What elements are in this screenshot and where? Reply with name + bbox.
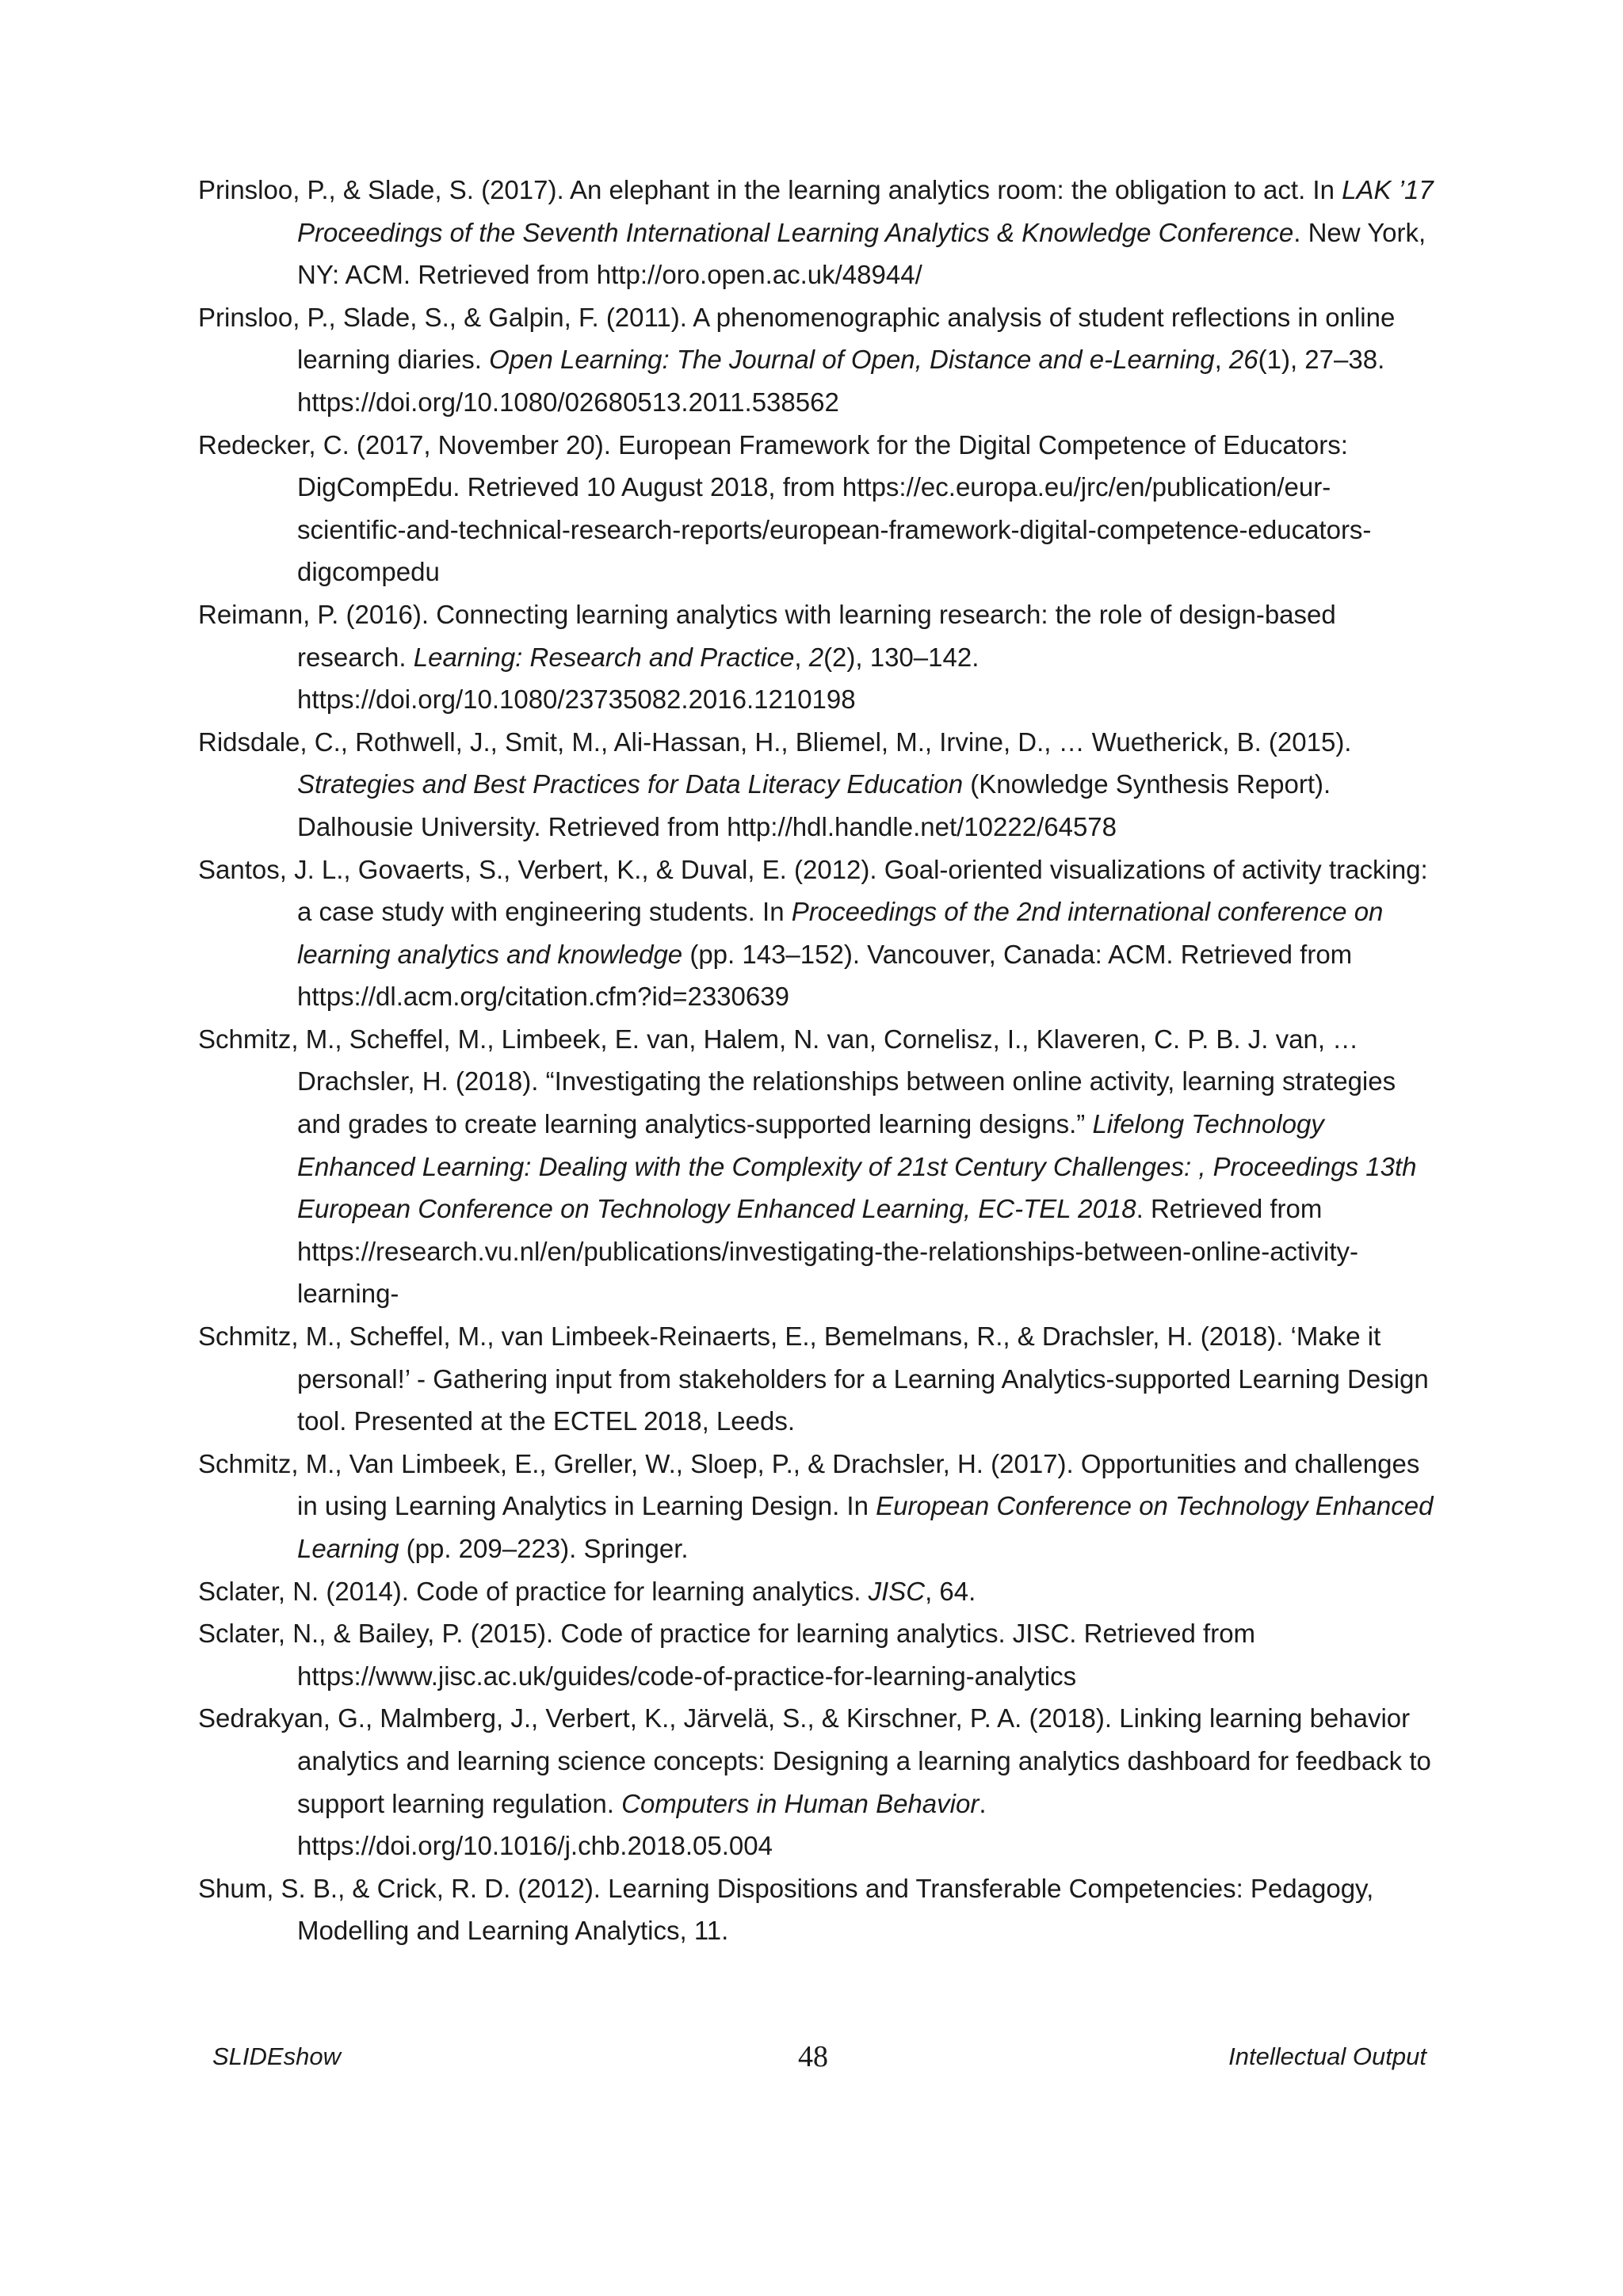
- reference-text: Reimann, P. (2016). Connecting learning analytics with learning research: the role of design-based research.: [198, 599, 1336, 672]
- reference-text: Schmitz, M., Scheffel, M., van Limbeek-Reinaerts, E., Bemelmans, R., & Drachsler, H. (2018). ‘Make it personal!’ - Gathering input from stakeholders for a Learning Analytics-supported Learning Design tool. Presented at the ECTEL 2018, Leeds.: [198, 1322, 1429, 1436]
- reference-entry: [198, 1867, 1434, 1952]
- reference-text: . https://doi.org/10.1016/j.chb.2018.05.004: [297, 1788, 987, 1861]
- reference-italic-text: European Conference on Technology Enhanced Learning: [297, 1491, 1434, 1563]
- reference-text: Sedrakyan, G., Malmberg, J., Verbert, K., Järvelä, S., & Kirschner, P. A. (2018). Linking learning behavior analytics and learning science concepts: Designing a learning analytics dashboard for feedback to support learning regulation.: [198, 1703, 1431, 1818]
- reference-entry: [198, 169, 1434, 296]
- reference-italic-text: 26: [1228, 345, 1258, 375]
- reference-entry: [198, 1570, 1434, 1613]
- reference-text: Prinsloo, P., & Slade, S. (2017). An elephant in the learning analytics room: the obligation to act. In: [198, 175, 1342, 204]
- reference-italic-text: Lifelong Technology Enhanced Learning: Dealing with the Complexity of 21st Century Challenges: , Proceedings 13th European Conference on Technology Enhanced Learning, EC-TEL 2018: [297, 1109, 1417, 1224]
- reference-italic-text: Computers in Human Behavior: [621, 1788, 980, 1818]
- footer-output-label: Intellectual Output: [1228, 2042, 1426, 2070]
- reference-italic-text: Strategies and Best Practices for Data Literacy Education: [297, 769, 964, 799]
- reference-entry: [198, 849, 1434, 1018]
- reference-text: Sclater, N. (2014). Code of practice for learning analytics.: [198, 1576, 869, 1606]
- reference-text: (1), 27–38. https://doi.org/10.1080/02680513.2011.538562: [297, 345, 1385, 417]
- reference-list: [198, 169, 1434, 1952]
- page-number: 48: [798, 2040, 828, 2073]
- reference-text: (Knowledge Synthesis Report). Dalhousie University. Retrieved from http://hdl.handle.net/10222/64578: [297, 769, 1331, 841]
- reference-text: (pp. 143–152). Vancouver, Canada: ACM. Retrieved from https://dl.acm.org/citation.cfm?id=2330639: [297, 939, 1353, 1012]
- reference-text: . New York, NY: ACM. Retrieved from http://oro.open.ac.uk/48944/: [297, 217, 1426, 290]
- reference-text: Santos, J. L., Govaerts, S., Verbert, K., & Duval, E. (2012). Goal-oriented visualizations of activity tracking: a case study with engineering students. In: [198, 854, 1428, 927]
- reference-italic-text: 2: [808, 642, 824, 672]
- reference-text: (2), 130–142. https://doi.org/10.1080/23735082.2016.1210198: [297, 642, 980, 715]
- page-footer: [0, 2039, 1623, 2077]
- reference-text: Ridsdale, C., Rothwell, J., Smit, M., Ali-Hassan, H., Bliemel, M., Irvine, D., … Wuetherick, B. (2015).: [198, 727, 1352, 757]
- reference-text: Sclater, N., & Bailey, P. (2015). Code of practice for learning analytics. JISC. Retrieved from https://www.jisc.ac.uk/guides/code-of-practice-for-learning-analytics: [198, 1619, 1256, 1691]
- reference-entry: [198, 1443, 1434, 1570]
- reference-entry: [198, 1315, 1434, 1443]
- reference-text: ,: [794, 642, 809, 672]
- reference-entry: [198, 721, 1434, 849]
- footer-project-name: SLIDEshow: [212, 2042, 341, 2070]
- reference-text: , 64.: [925, 1576, 976, 1606]
- reference-italic-text: LAK ’17 Proceedings of the Seventh International Learning Analytics & Knowledge Conference: [297, 175, 1434, 247]
- reference-text: (pp. 209–223). Springer.: [399, 1534, 689, 1563]
- reference-entry: [198, 1697, 1434, 1867]
- reference-entry: [198, 593, 1434, 721]
- reference-text: Redecker, C. (2017, November 20). European Framework for the Digital Competence of Educators: DigCompEdu. Retrieved 10 August 2018, from https://ec.europa.eu/jrc/en/publication/eur-scientific-and-technical-research-reports/european-framework-digital-competence-educators-digcompedu: [198, 429, 1372, 587]
- reference-text: Schmitz, M., Scheffel, M., Limbeek, E. van, Halem, N. van, Cornelisz, I., Klaveren, C. P. B. J. van, … Drachsler, H. (2018). “Investigating the relationships between online activity, learning strategies and grades to create learning analytics-supported learning designs.”: [198, 1024, 1396, 1139]
- reference-entry: [198, 296, 1434, 424]
- reference-text: Prinsloo, P., Slade, S., & Galpin, F. (2011). A phenomenographic analysis of student reflections in online learning diaries.: [198, 302, 1396, 375]
- reference-entry: [198, 1612, 1434, 1697]
- reference-entry: [198, 1018, 1434, 1315]
- reference-text: ,: [1214, 345, 1229, 375]
- reference-italic-text: Learning: Research and Practice: [413, 642, 795, 672]
- reference-italic-text: JISC: [868, 1576, 926, 1606]
- reference-italic-text: Open Learning: The Journal of Open, Distance and e-Learning: [489, 345, 1215, 375]
- reference-text: Shum, S. B., & Crick, R. D. (2012). Learning Dispositions and Transferable Competencies: Pedagogy, Modelling and Learning Analytics, 11.: [198, 1873, 1374, 1946]
- reference-entry: [198, 424, 1434, 593]
- reference-italic-text: Proceedings of the 2nd international conference on learning analytics and knowledge: [297, 897, 1384, 969]
- reference-text: . Retrieved from https://research.vu.nl/en/publications/investigating-the-relationships-between-online-activity-learning-: [297, 1194, 1359, 1309]
- reference-text: Schmitz, M., Van Limbeek, E., Greller, W., Sloep, P., & Drachsler, H. (2017). Opportunities and challenges in using Learning Analytics in Learning Design. In: [198, 1448, 1420, 1521]
